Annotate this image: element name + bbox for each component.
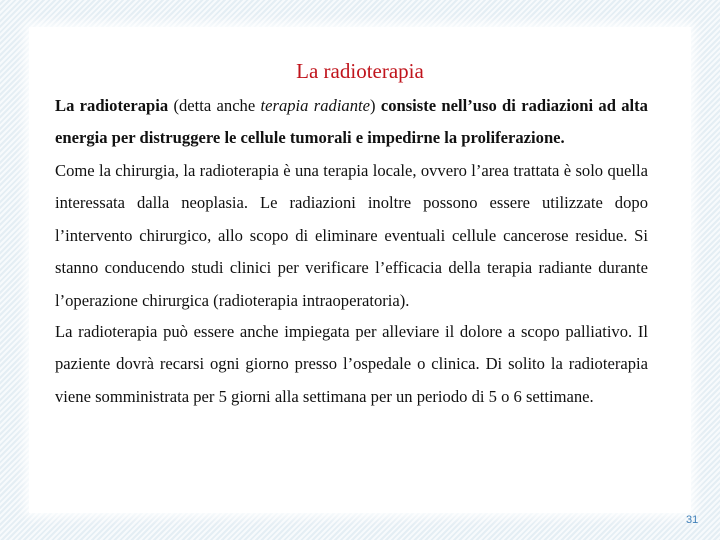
paragraph-local-therapy: Come la chirurgia, la radioterapia è una terapia locale, ovvero l’area trattata è solo quella interessata dalla neoplasia. Le radiazioni inoltre possono essere utilizzate dopo l’intervento chirurgico, allo scopo di eliminare eventuali cellule cancerose residue. Si stanno conducendo studi clinici per verificare l’efficacia della terapia radiante durante l’operazione chirurgica (radioterapia intraoperatoria). [55, 161, 648, 310]
paren-open-text: (detta anche [168, 96, 261, 115]
paragraph-definition [55, 90, 648, 155]
alt-term-italic: terapia radiante [260, 96, 370, 115]
page-number: 31 [686, 514, 699, 526]
definition-bold: consiste nell’uso di radiazioni ad alta energia per distruggere le cellule tumorali e impedirne la proliferazione. [55, 96, 648, 148]
slide-title: La radioterapia [296, 59, 424, 83]
paren-close-text: ) [370, 96, 381, 115]
paragraph-palliative: La radioterapia può essere anche impiegata per alleviare il dolore a scopo palliativo. Il paziente dovrà recarsi ogni giorno presso l’ospedale o clinica. Di solito la radioterapia viene somministrata per 5 giorni alla settimana per un periodo di 5 o 6 settimane. [55, 322, 648, 406]
term-bold: La radioterapia [55, 96, 169, 115]
